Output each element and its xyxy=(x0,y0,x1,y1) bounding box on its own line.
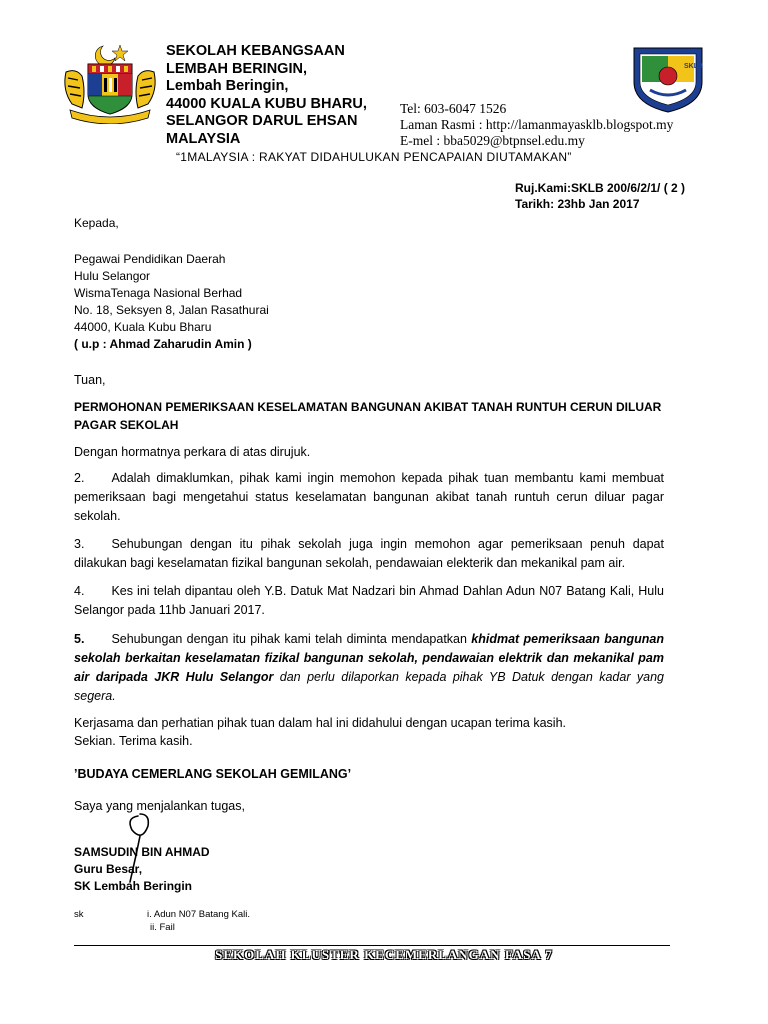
telephone: Tel: 603-6047 1526 xyxy=(400,101,507,116)
cc-item: ii. Fail xyxy=(150,922,175,933)
website-link[interactable]: Laman Rasmi : http://lamanmayasklb.blogspot.my xyxy=(400,117,674,132)
paragraph-4 xyxy=(74,582,664,620)
signatory-school: SK Lembah Beringin xyxy=(74,879,193,893)
paragraph-text: Sehubungan dengan itu pihak kami telah diminta mendapatkan xyxy=(111,632,472,646)
duty-line: Saya yang menjalankan tugas, xyxy=(74,799,245,813)
school-line: 44000 KUALA KUBU BHARU, xyxy=(166,95,367,112)
signatory-name: SAMSUDIN BIN AHMAD xyxy=(74,845,210,859)
cc-item: i. Adun N07 Batang Kali. xyxy=(147,909,250,920)
paragraph-text: dan perlu dilaporkan kepada pihak YB Datuk dengan kadar yang segera. xyxy=(74,670,665,703)
paragraph-2 xyxy=(74,469,664,526)
address-line: No. 18, Seksyen 8, Jalan Rasathurai xyxy=(74,303,269,317)
paragraph-3 xyxy=(74,535,664,573)
paragraph-text: Sehubungan dengan itu pihak sekolah juga ingin memohon agar pemeriksaan penuh dapat dilakukan bagi keselamatan fizikal bangunan sekolah, pendawaian elekterik dan mekanikal pam air. xyxy=(74,537,664,570)
paragraph-emphasis: khidmat pemeriksaan bangunan sekolah berkaitan keselamatan fizikal bangunan sekolah, pendawaian elektrik dan mekanikal pam air daripada JKR Hulu Selangor xyxy=(74,632,664,684)
school-line: LEMBAH BERINGIN, xyxy=(166,60,307,77)
school-line: MALAYSIA xyxy=(166,130,241,147)
motto: “1MALAYSIA : RAKYAT DIDAHULUKAN PENCAPAIAN DIUTAMAKAN” xyxy=(176,150,572,164)
slogan: ’BUDAYA CEMERLANG SEKOLAH GEMILANG’ xyxy=(74,767,352,781)
cc-list xyxy=(147,908,250,934)
reference-number: Ruj.Kami:SKLB 200/6/2/1/ ( 2 ) xyxy=(515,181,686,195)
paragraph-number: 4. xyxy=(74,584,85,598)
subject-line: PAGAR SEKOLAH xyxy=(74,418,179,432)
closing-thanks: Sekian. Terima kasih. xyxy=(74,734,193,748)
subject-line: PERMOHONAN PEMERIKSAAN KESELAMATAN BANGUNAN AKIBAT TANAH RUNTUH CERUN DILUAR xyxy=(74,400,662,414)
paragraph-5 xyxy=(74,630,664,706)
paragraph-number: 3. xyxy=(74,537,85,551)
address-line: WismaTenaga Nasional Berhad xyxy=(74,286,243,300)
cc-label: sk xyxy=(74,909,84,920)
reference-block xyxy=(515,180,685,212)
school-logo-text: SKLB xyxy=(684,63,704,70)
paragraph-text: Kes ini telah dipantau oleh Y.B. Datuk Mat Nadzari bin Ahmad Dahlan Adun N07 Batang Kali, Hulu Selangor pada 11hb Januari 2017. xyxy=(74,584,664,617)
to-label: Kepada, xyxy=(74,216,119,230)
recipient-address xyxy=(74,251,269,353)
subject xyxy=(74,398,661,434)
school-line: Lembah Beringin, xyxy=(166,78,289,94)
attention-line: ( u.p : Ahmad Zaharudin Amin ) xyxy=(74,337,252,351)
closing-line: Kerjasama dan perhatian pihak tuan dalam hal ini didahului dengan ucapan terima kasih. xyxy=(74,716,566,730)
letter-date: Tarikh: 23hb Jan 2017 xyxy=(515,197,640,211)
contact-block xyxy=(400,101,673,149)
school-line: SELANGOR DARUL EHSAN xyxy=(166,113,358,129)
school-line: SEKOLAH KEBANGSAAN xyxy=(166,43,345,59)
school-name-block xyxy=(166,43,367,148)
intro-paragraph: Dengan hormatnya perkara di atas dirujuk. xyxy=(74,445,311,459)
footer-banner: SEKOLAH KLUSTER KECEMERLANGAN FASA 7 xyxy=(215,947,553,962)
salutation: Tuan, xyxy=(74,373,106,387)
national-crest-logo xyxy=(60,42,160,124)
signatory-title: Guru Besar, xyxy=(74,862,143,876)
footer-divider xyxy=(74,945,670,946)
paragraph-number: 2. xyxy=(74,471,85,485)
address-line: Hulu Selangor xyxy=(74,269,151,283)
signatory-block xyxy=(74,844,210,895)
address-line: Pegawai Pendidikan Daerah xyxy=(74,252,226,266)
email-link[interactable]: E-mel : bba5029@btpnsel.edu.my xyxy=(400,133,585,148)
address-line: 44000, Kuala Kubu Bharu xyxy=(74,320,212,334)
paragraph-number: 5. xyxy=(74,632,85,646)
paragraph-text: Adalah dimaklumkan, pihak kami ingin memohon kepada pihak tuan membantu kami membuat pemeriksaan bagi mengetahui status keselamatan bangunan akibat tanah runtuh cerun diluar pagar sekolah. xyxy=(74,471,664,523)
